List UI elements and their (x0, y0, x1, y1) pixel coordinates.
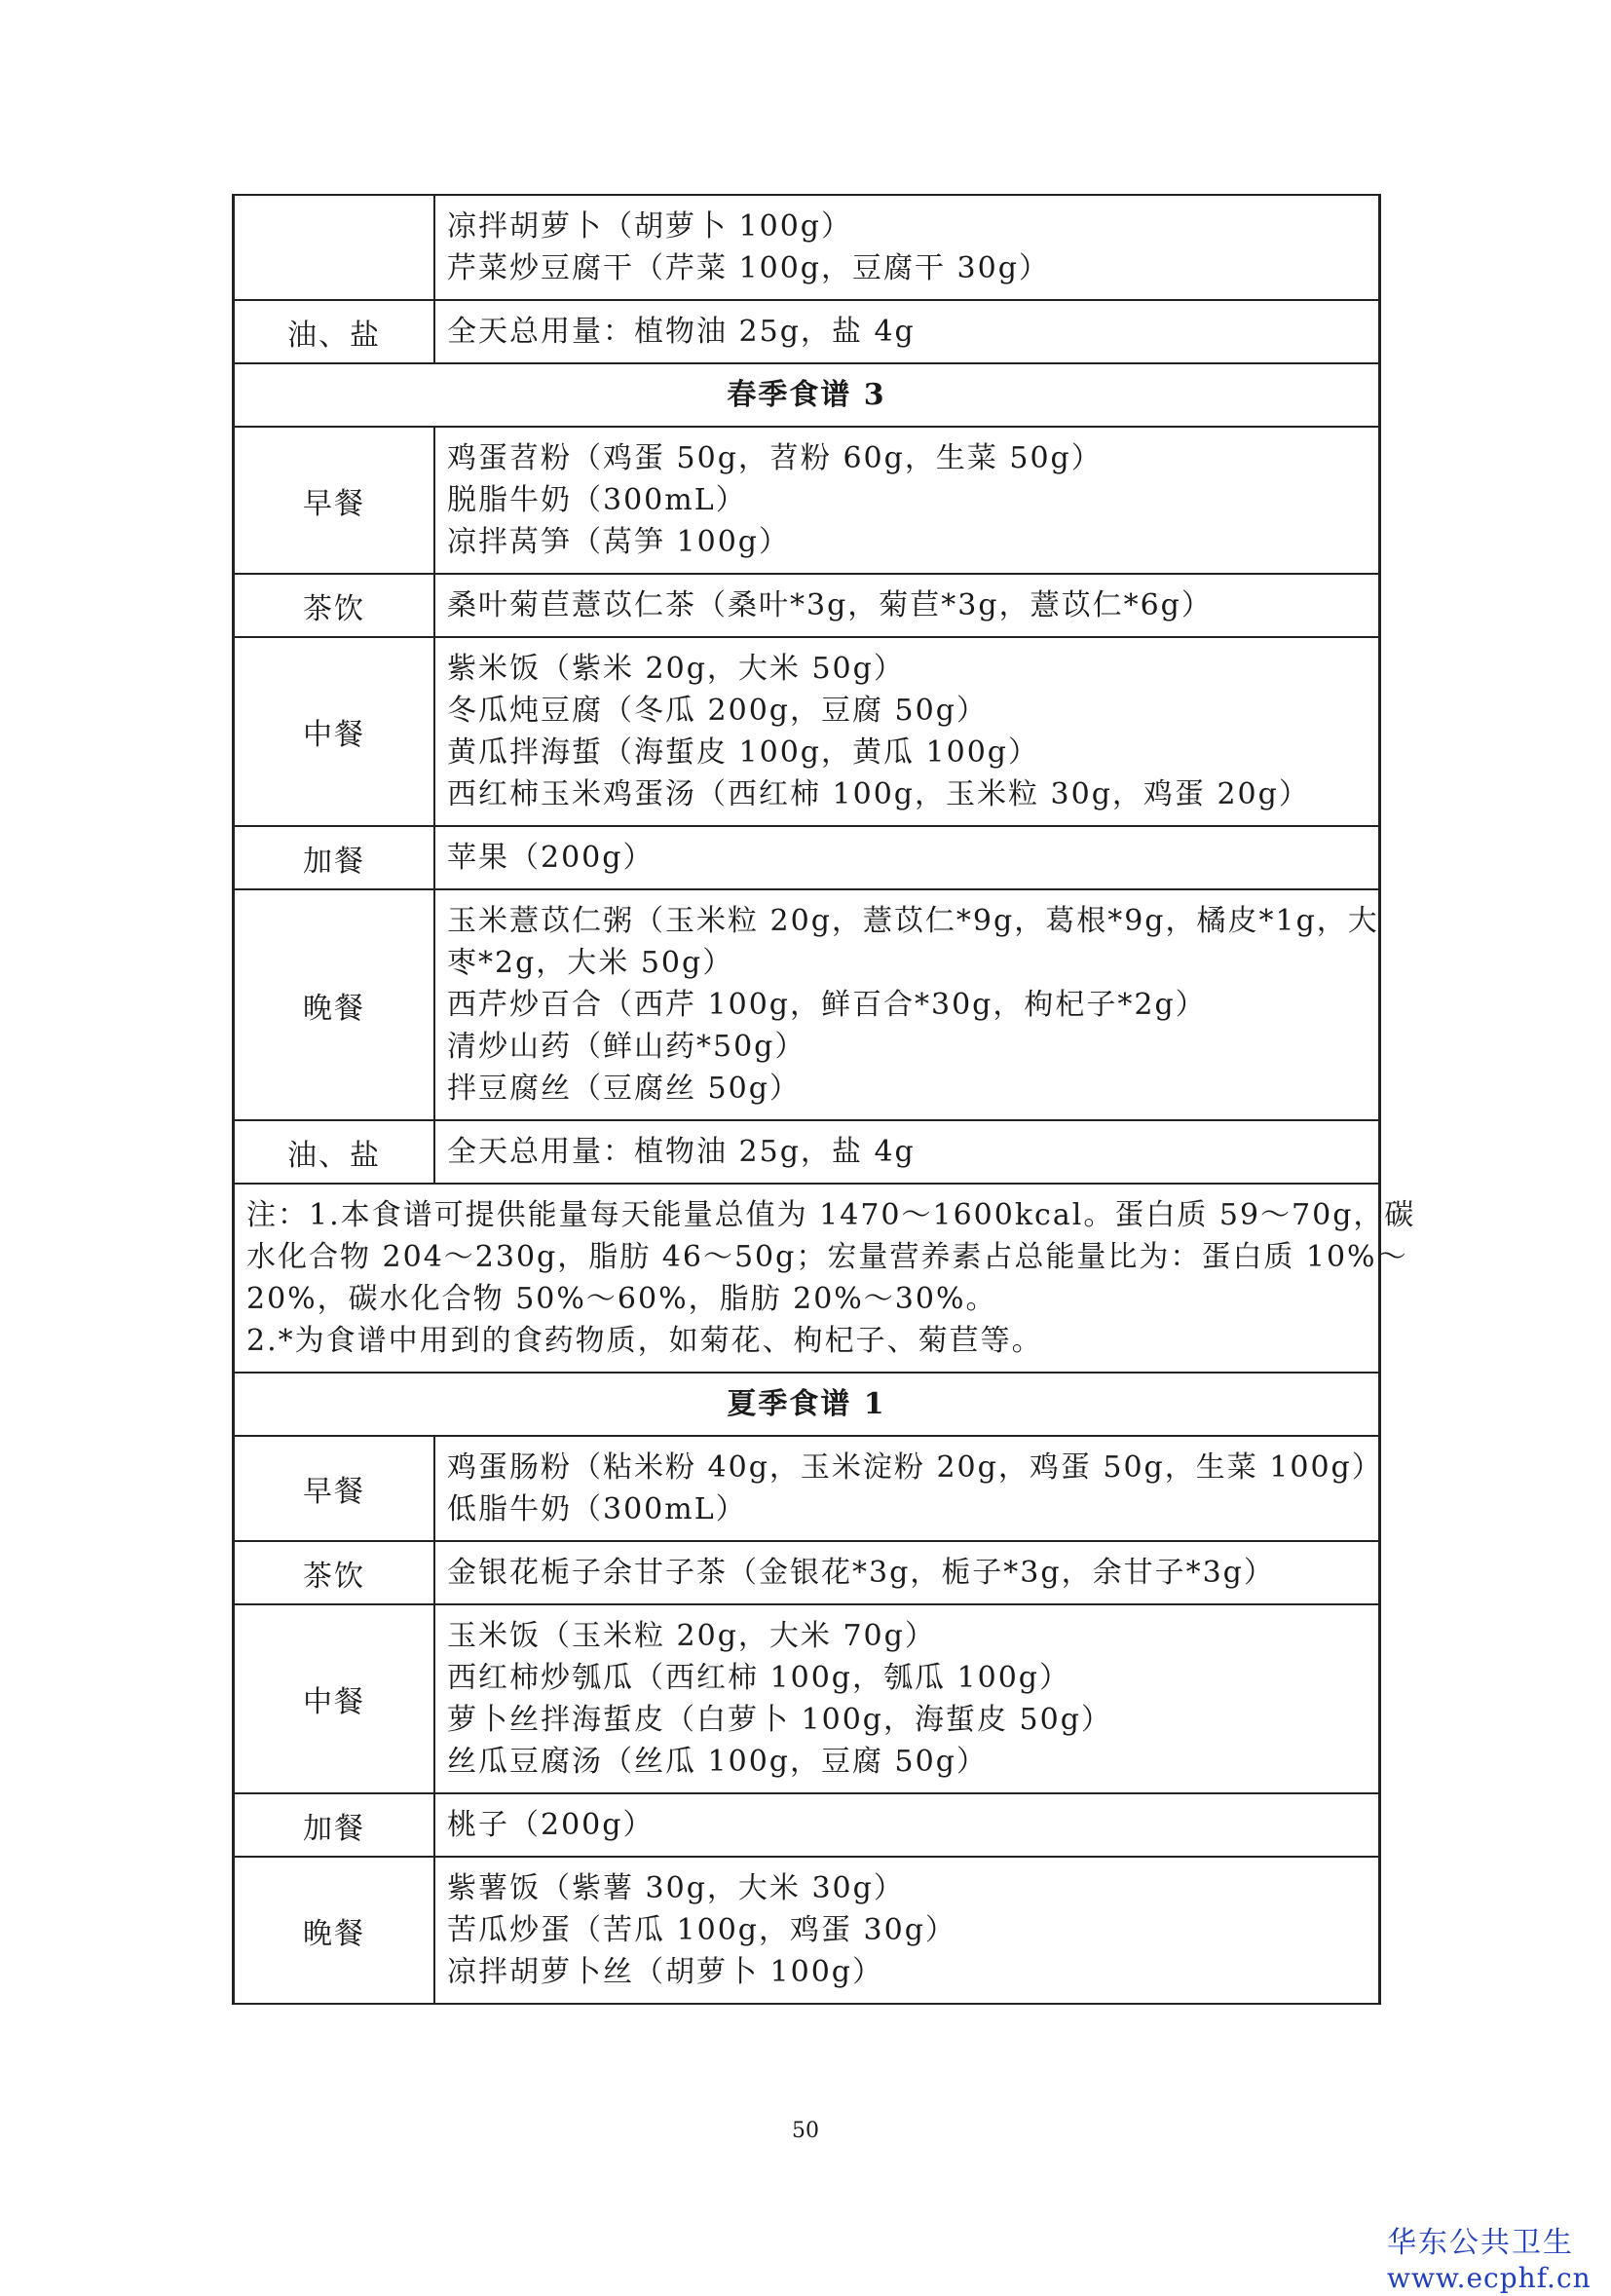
meal-row (234, 427, 1380, 574)
meal-label: 茶饮 (234, 574, 435, 637)
note-line: 2.*为食谱中用到的食药物质，如菊花、枸杞子、菊苣等。 (246, 1324, 1043, 1358)
note-line: 水化合物 204～230g，脂肪 46～50g；宏量营养素占总能量比为：蛋白质 10%～ (246, 1240, 1408, 1274)
meal-row (234, 889, 1380, 1120)
dish-line: 枣*2g，大米 50g） (447, 946, 734, 980)
dish-line: 全天总用量：植物油 25g，盐 4g (447, 1135, 916, 1169)
meal-label: 加餐 (234, 826, 435, 889)
meal-items (434, 637, 1380, 826)
note-line: 注：1.本食谱可提供能量每天能量总值为 1470～1600kcal。蛋白质 59～70g，碳 (246, 1198, 1416, 1232)
menu-table-body (234, 195, 1416, 2004)
section-heading-row (234, 363, 1380, 427)
meal-label: 早餐 (234, 427, 435, 574)
meal-items (434, 427, 1380, 574)
dish-line: 萝卜丝拌海蜇皮（白萝卜 100g，海蜇皮 50g） (447, 1703, 1112, 1737)
watermark-title: 华东公共卫生 (1387, 2226, 1574, 2260)
meal-items (434, 1793, 1380, 1857)
dish-line: 苹果（200g） (447, 841, 655, 875)
meal-row (234, 1120, 1380, 1184)
dish-line: 凉拌胡萝卜丝（胡萝卜 100g） (447, 1955, 884, 1989)
note-line: 20%，碳水化合物 50%～60%，脂肪 20%～30%。 (246, 1282, 997, 1316)
meal-label: 中餐 (234, 1604, 435, 1793)
meal-items (434, 1120, 1380, 1184)
dish-line: 玉米饭（玉米粒 20g，大米 70g） (447, 1619, 936, 1653)
dish-line: 紫薯饭（紫薯 30g，大米 30g） (447, 1871, 905, 1905)
section-heading: 夏季食谱 1 (234, 1373, 1380, 1436)
meal-items (434, 1541, 1380, 1604)
meal-row (234, 1436, 1380, 1541)
meal-row (234, 826, 1380, 889)
dish-line: 苦瓜炒蛋（苦瓜 100g，鸡蛋 30g） (447, 1913, 956, 1947)
meal-items (434, 889, 1380, 1120)
meal-items (434, 1604, 1380, 1793)
dish-line: 玉米薏苡仁粥（玉米粒 20g，薏苡仁*9g，葛根*9g，橘皮*1g，大 (447, 904, 1379, 938)
meal-items (434, 826, 1380, 889)
meal-row (234, 574, 1380, 637)
section-heading: 春季食谱 3 (234, 363, 1380, 427)
dish-line: 拌豆腐丝（豆腐丝 50g） (447, 1072, 801, 1106)
meal-row (234, 1857, 1380, 2004)
dish-line: 西芹炒百合（西芹 100g，鲜百合*30g，枸杞子*2g） (447, 988, 1207, 1022)
dish-line: 芹菜炒豆腐干（芹菜 100g，豆腐干 30g） (447, 251, 1050, 285)
diet-menu-table (232, 194, 1416, 2005)
meal-items (434, 1857, 1380, 2004)
meal-items (434, 574, 1380, 637)
dish-line: 黄瓜拌海蜇（海蜇皮 100g，黄瓜 100g） (447, 735, 1040, 770)
meal-label: 早餐 (234, 1436, 435, 1541)
dish-line: 西红柿玉米鸡蛋汤（西红柿 100g，玉米粒 30g，鸡蛋 20g） (447, 777, 1310, 811)
meal-row (234, 1793, 1380, 1857)
meal-label: 加餐 (234, 1793, 435, 1857)
meal-label: 油、盐 (234, 300, 435, 363)
dish-line: 冬瓜炖豆腐（冬瓜 200g，豆腐 50g） (447, 694, 988, 728)
meal-row (234, 195, 1380, 300)
meal-items (434, 300, 1380, 363)
site-watermark (1387, 2226, 1611, 2296)
meal-label: 晚餐 (234, 889, 435, 1120)
dish-line: 鸡蛋肠粉（粘米粉 40g，玉米淀粉 20g，鸡蛋 50g，生菜 100g） (447, 1450, 1383, 1485)
meal-label: 晚餐 (234, 1857, 435, 2004)
meal-label: 油、盐 (234, 1120, 435, 1184)
dish-line: 清炒山药（鲜山药*50g） (447, 1030, 806, 1064)
page-number: 50 (792, 2119, 819, 2143)
dish-line: 金银花栀子余甘子茶（金银花*3g，栀子*3g，余甘子*3g） (447, 1556, 1275, 1590)
meal-row (234, 1541, 1380, 1604)
meal-row (234, 300, 1380, 363)
dish-line: 全天总用量：植物油 25g，盐 4g (447, 315, 916, 349)
dish-line: 低脂牛奶（300mL） (447, 1492, 747, 1526)
meal-label: 茶饮 (234, 1541, 435, 1604)
watermark-url: www.ecphf.cn (1387, 2262, 1592, 2294)
note-row (234, 1184, 1380, 1373)
meal-items (434, 1436, 1383, 1541)
meal-label: 中餐 (234, 637, 435, 826)
dish-line: 丝瓜豆腐汤（丝瓜 100g，豆腐 50g） (447, 1745, 988, 1779)
dish-line: 桑叶菊苣薏苡仁茶（桑叶*3g，菊苣*3g，薏苡仁*6g） (447, 588, 1213, 622)
section-heading-row (234, 1373, 1380, 1436)
dish-line: 凉拌莴笋（莴笋 100g） (447, 525, 791, 559)
meal-items (434, 195, 1380, 300)
meal-row (234, 1604, 1380, 1793)
dish-line: 脱脂牛奶（300mL） (447, 483, 747, 517)
meal-row (234, 637, 1380, 826)
meal-label (234, 195, 435, 300)
note-cell (234, 1184, 1416, 1373)
dish-line: 鸡蛋苕粉（鸡蛋 50g，苕粉 60g，生菜 50g） (447, 441, 1103, 475)
dish-line: 紫米饭（紫米 20g，大米 50g） (447, 652, 905, 686)
dish-line: 桃子（200g） (447, 1808, 655, 1842)
dish-line: 西红柿炒瓠瓜（西红柿 100g，瓠瓜 100g） (447, 1661, 1071, 1695)
dish-line: 凉拌胡萝卜（胡萝卜 100g） (447, 209, 853, 244)
